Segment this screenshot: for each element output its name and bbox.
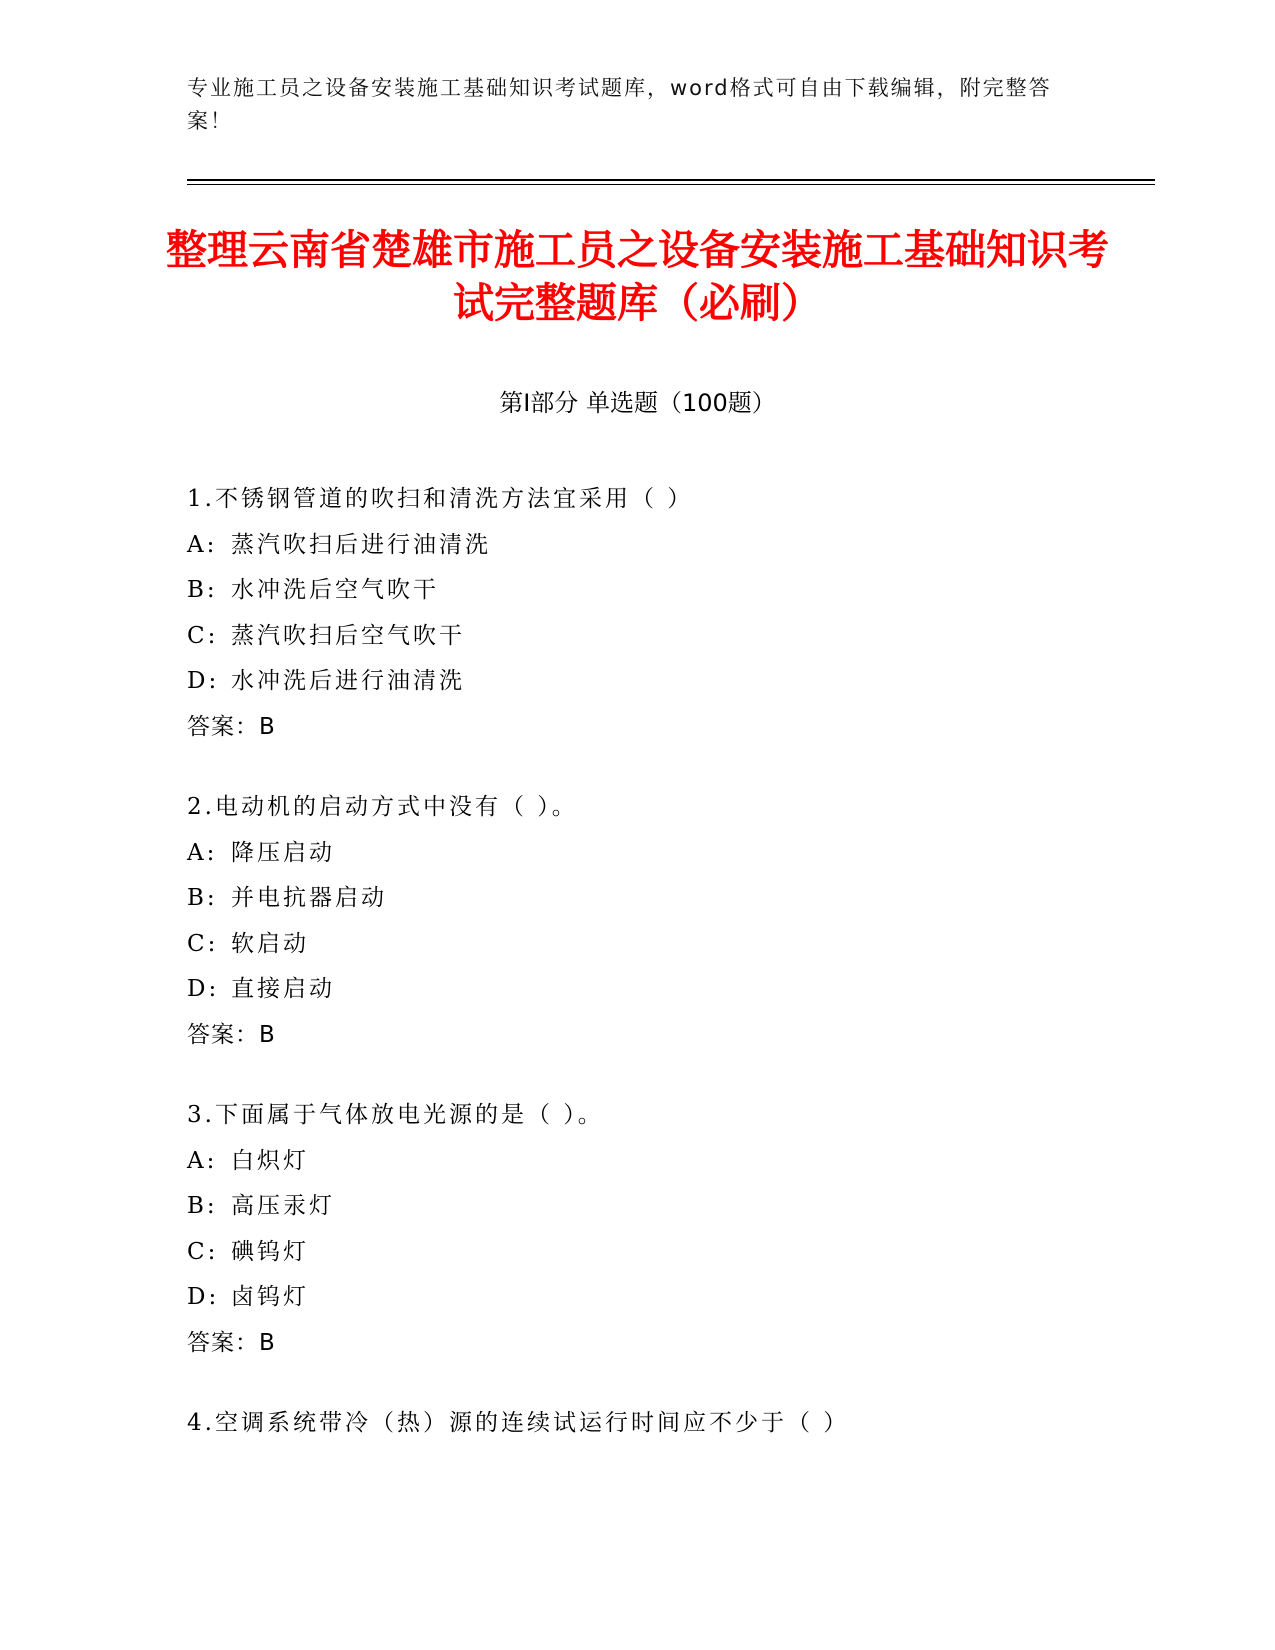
- question-3: [187, 1093, 1147, 1366]
- option-letter: A:: [187, 839, 218, 866]
- option-letter: C:: [187, 930, 219, 957]
- option-letter: D:: [187, 976, 220, 1002]
- option-d: [187, 659, 1147, 705]
- option-c: [187, 1230, 1147, 1276]
- option-letter: B:: [187, 577, 218, 603]
- option-b: [187, 1184, 1147, 1230]
- option-text: 白炽灯: [231, 1147, 309, 1174]
- option-text: 软启动: [231, 930, 309, 957]
- option-d: [187, 1275, 1147, 1321]
- option-text: 水冲洗后空气吹干: [231, 577, 439, 603]
- document-title: 整理云南省楚雄市施工员之设备安装施工基础知识考试完整题库（必刷）: [166, 226, 1109, 327]
- header-note: 专业施工员之设备安装施工基础知识考试题库，word格式可自由下载编辑，附完整答案！: [187, 76, 1052, 133]
- header-divider: [187, 179, 1155, 181]
- option-letter: C:: [187, 1238, 219, 1265]
- option-a: [187, 1139, 1147, 1185]
- option-letter: D:: [187, 1284, 220, 1310]
- question-stem: 4.空调系统带冷（热）源的连续试运行时间应不少于（ ）: [187, 1410, 850, 1436]
- answer-line: 答案：B: [187, 1021, 276, 1048]
- option-text: 高压汞灯: [231, 1193, 335, 1219]
- option-text: 直接启动: [231, 976, 335, 1002]
- question-1: [187, 477, 1147, 750]
- option-b: [187, 876, 1147, 922]
- option-letter: B:: [187, 1193, 218, 1219]
- option-text: 蒸汽吹扫后进行油清洗: [231, 531, 491, 558]
- question-stem: 1.不锈钢管道的吹扫和清洗方法宜采用（ ）: [187, 486, 694, 512]
- option-b: [187, 568, 1147, 614]
- option-letter: A:: [187, 531, 218, 558]
- option-text: 降压启动: [231, 839, 335, 866]
- option-text: 水冲洗后进行油清洗: [231, 668, 465, 694]
- option-letter: D:: [187, 668, 220, 694]
- option-c: [187, 922, 1147, 968]
- option-letter: B:: [187, 885, 218, 911]
- question-stem: 3.下面属于气体放电光源的是（ ）。: [187, 1102, 604, 1128]
- answer-line: 答案：B: [187, 713, 276, 740]
- header-divider-thin: [187, 184, 1155, 185]
- question-2: [187, 785, 1147, 1058]
- option-d: [187, 967, 1147, 1013]
- option-text: 卤钨灯: [231, 1284, 309, 1310]
- option-text: 蒸汽吹扫后空气吹干: [231, 622, 465, 649]
- answer-line: 答案：B: [187, 1329, 276, 1356]
- option-a: [187, 831, 1147, 877]
- question-4: [187, 1401, 1147, 1447]
- option-letter: A:: [187, 1147, 218, 1174]
- option-text: 并电抗器启动: [231, 885, 387, 911]
- question-stem: 2.电动机的启动方式中没有（ ）。: [187, 794, 578, 820]
- question-list: [187, 477, 1147, 1482]
- option-text: 碘钨灯: [231, 1238, 309, 1265]
- option-letter: C:: [187, 622, 219, 649]
- section-title: 第Ⅰ部分 单选题（100题）: [499, 389, 776, 417]
- option-c: [187, 614, 1147, 660]
- option-a: [187, 523, 1147, 569]
